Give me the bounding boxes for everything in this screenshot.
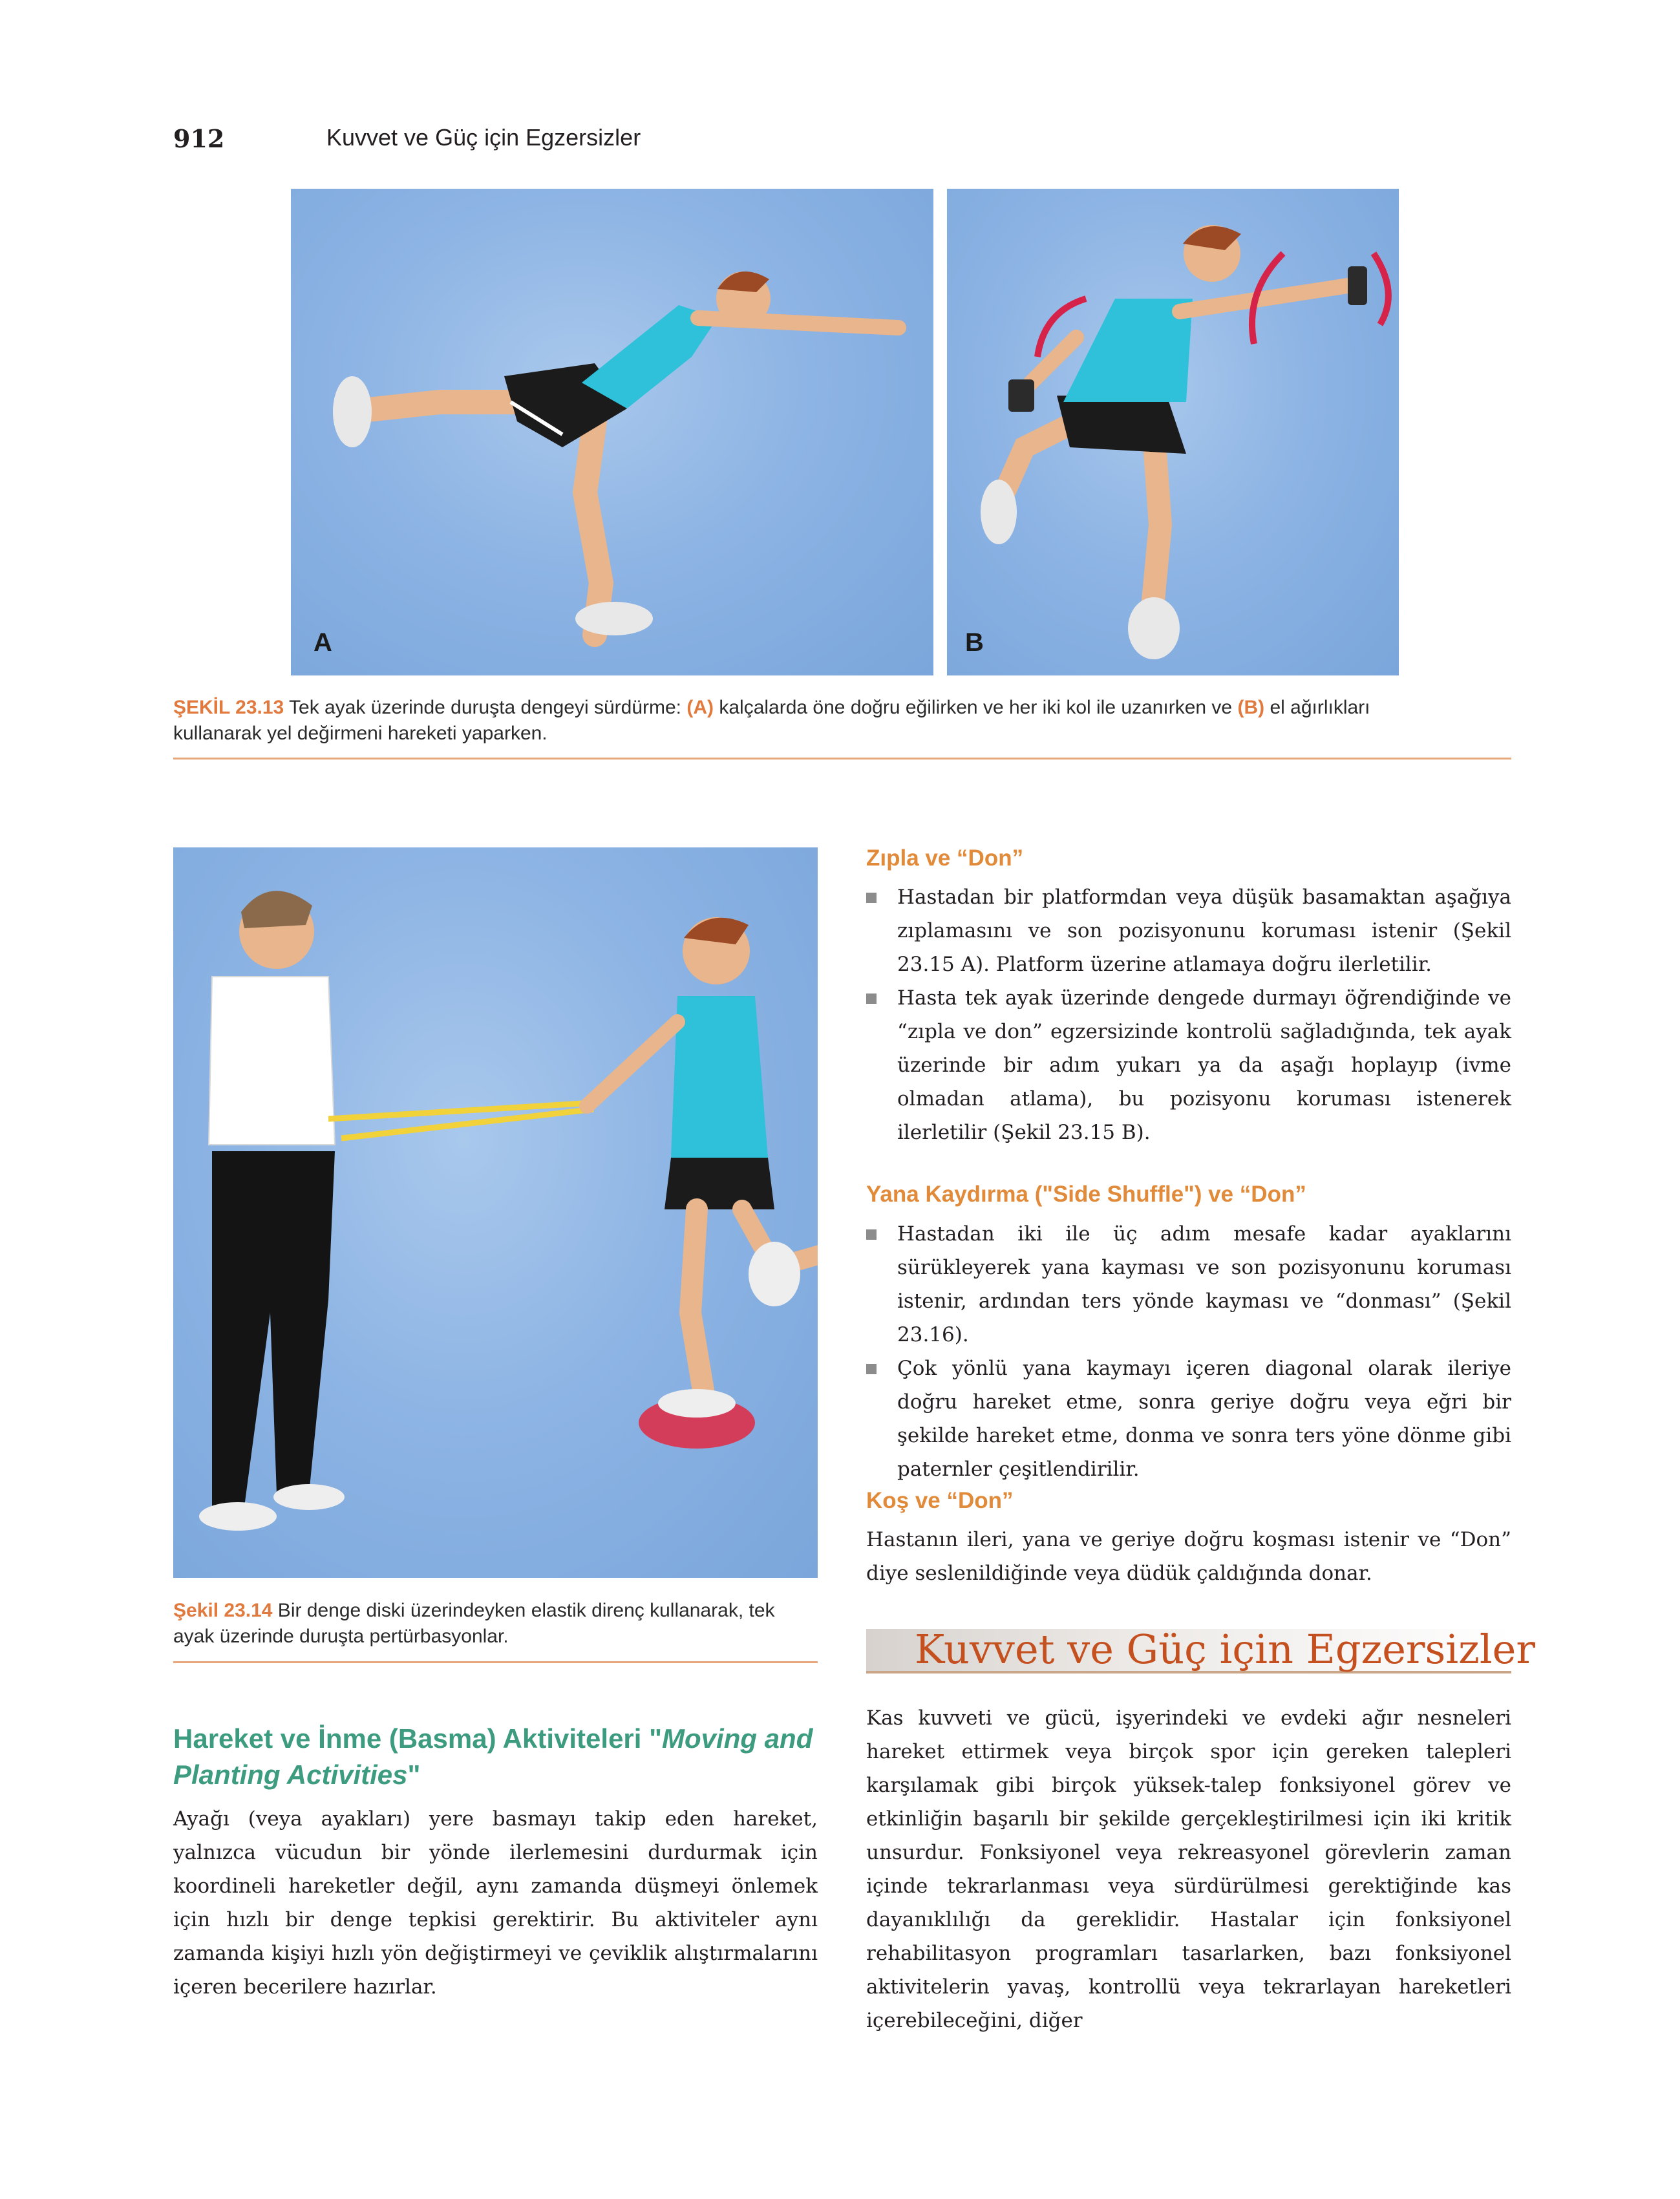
zipla-bullet-list	[866, 880, 1511, 1149]
figure-23-13-rule	[173, 758, 1511, 760]
bullet-square-icon	[866, 1229, 877, 1240]
kos-heading: Koş ve “Don”	[866, 1488, 1014, 1513]
moving-planting-heading	[173, 1721, 818, 1793]
list-item	[866, 880, 1511, 981]
caption-panel-ref-a: (A)	[686, 697, 714, 718]
woman-windmill-dumbbell-illustration	[947, 189, 1399, 675]
list-item	[866, 981, 1511, 1149]
heading-text: Hareket ve İnme (Basma) Aktiviteleri "	[173, 1723, 663, 1754]
figure-23-13-photo-b	[947, 189, 1399, 675]
strength-power-paragraph: Kas kuvveti ve gücü, işyerindeki ve evdeki ağır nesneleri hareket ettirmek veya birçok spor için gereken talepleri karşılamak gibi birçok yüksek-talep fonksiyonel görev ve etkinliğin başarılı bir şekilde gerçekleştirilmesi için iki kritik unsurdur. Fonksiyonel veya rekreasyonel görevlerin zaman içinde tekrarlanması veya sürdürülmesi gerektiğinde kas dayanıklılığı da gereklidir. Hastalar için fonksiyonel rehabilitasyon programları tasarlarken, bazı fonksiyonel aktivitelerin yavaş, kontrollü veya tekrarlayan hareketleri içerebileceğini, diğer	[866, 1706, 1511, 2032]
figure-23-14-caption-text: Bir denge diski üzerindeyken elastik direnç kullanarak, tek ayak üzerinde duruşta pertürbasyonlar.	[173, 1600, 775, 1647]
panel-letter-b: B	[965, 628, 984, 657]
panel-letter-a: A	[314, 628, 332, 657]
figure-23-14-rule	[173, 1661, 818, 1663]
list-item	[866, 1352, 1511, 1486]
list-item-text: Hasta tek ayak üzerinde dengede durmayı öğrendiğinde ve “zıpla ve don” egzersizinde kontrolü sağladığında, tek ayak üzerinde bir adım yukarı ya da aşağı hoplayıp (ivme olmadan atlama), bu pozisyonu koruması istenerek ilerletilir (Şekil 23.15 B).	[897, 986, 1511, 1144]
running-head: Kuvvet ve Güç için Egzersizler	[326, 124, 641, 151]
caption-text-part: el ağırlıkları kullanarak yel değirmeni hareketi yaparken.	[173, 697, 1370, 744]
list-item-text: Hastadan bir platformdan veya düşük basamaktan aşağıya zıplamasını ve son pozisyonunu koruması istenir (Şekil 23.15 A). Platform üzerine atlamaya doğru ilerletilir.	[897, 886, 1511, 976]
caption-panel-ref-b: (B)	[1237, 697, 1265, 718]
figure-23-13-label: ŞEKİL 23.13	[173, 697, 284, 718]
figure-23-13-caption	[173, 695, 1401, 747]
woman-balance-reach-illustration	[291, 189, 933, 675]
page-number: 912	[173, 124, 225, 153]
zipla-heading: Zıpla ve “Don”	[866, 845, 1024, 871]
figure-23-14-caption	[173, 1598, 818, 1650]
list-item-text: Hastadan iki ile üç adım mesafe kadar ayaklarını sürükleyerek yana kayması ve son pozisyonunu koruması istenir, ardından ters yönde kayması ve “donması” (Şekil 23.16).	[897, 1222, 1511, 1346]
list-item	[866, 1217, 1511, 1352]
heading-italic-text: Moving and Planting Activities	[173, 1723, 813, 1790]
caption-text-part: kalçalarda öne doğru eğilirken ve her iki kol ile uzanırken ve	[714, 697, 1238, 718]
list-item-text: Çok yönlü yana kaymayı içeren diagonal olarak ileriye doğru hareket etme, sonra geriye doğru veya eğri bir şekilde hareket etme, donma ve sonra ters yöne dönme gibi paternler çeşitlendirilir.	[897, 1357, 1511, 1481]
moving-planting-paragraph: Ayağı (veya ayakları) yere basmayı takip eden hareket, yalnızca vücudun bir yönde ilerlemesini durdurmak için koordineli hareketler değil, aynı zamanda düşmeyi önlemek için hızlı bir denge tepkisi gerektirir. Bu aktiviteler aynı zamanda kişiyi hızlı yön değiştirmeyi ve çeviklik alıştırmalarını içeren becerilere hazırlar.	[173, 1807, 818, 1999]
figure-23-14-label: Şekil 23.14	[173, 1600, 273, 1621]
kos-paragraph: Hastanın ileri, yana ve geriye doğru koşması istenir ve “Don” diye seslenildiğinde veya düdük çaldığında donar.	[866, 1528, 1511, 1585]
yana-kaydirma-bullet-list	[866, 1217, 1511, 1486]
figure-23-14-photo	[173, 847, 818, 1578]
bullet-square-icon	[866, 893, 877, 903]
elastic-band-perturbation-illustration	[173, 847, 818, 1578]
heading-text: "	[407, 1759, 421, 1790]
yana-kaydirma-heading: Yana Kaydırma ("Side Shuffle") ve “Don”	[866, 1182, 1306, 1207]
bullet-square-icon	[866, 1364, 877, 1374]
figure-23-13-photo-a	[291, 189, 933, 675]
caption-text-part: Tek ayak üzerinde duruşta dengeyi sürdürme:	[284, 697, 687, 718]
bullet-square-icon	[866, 993, 877, 1004]
section-title: Kuvvet ve Güç için Egzersizler	[915, 1626, 1536, 1673]
